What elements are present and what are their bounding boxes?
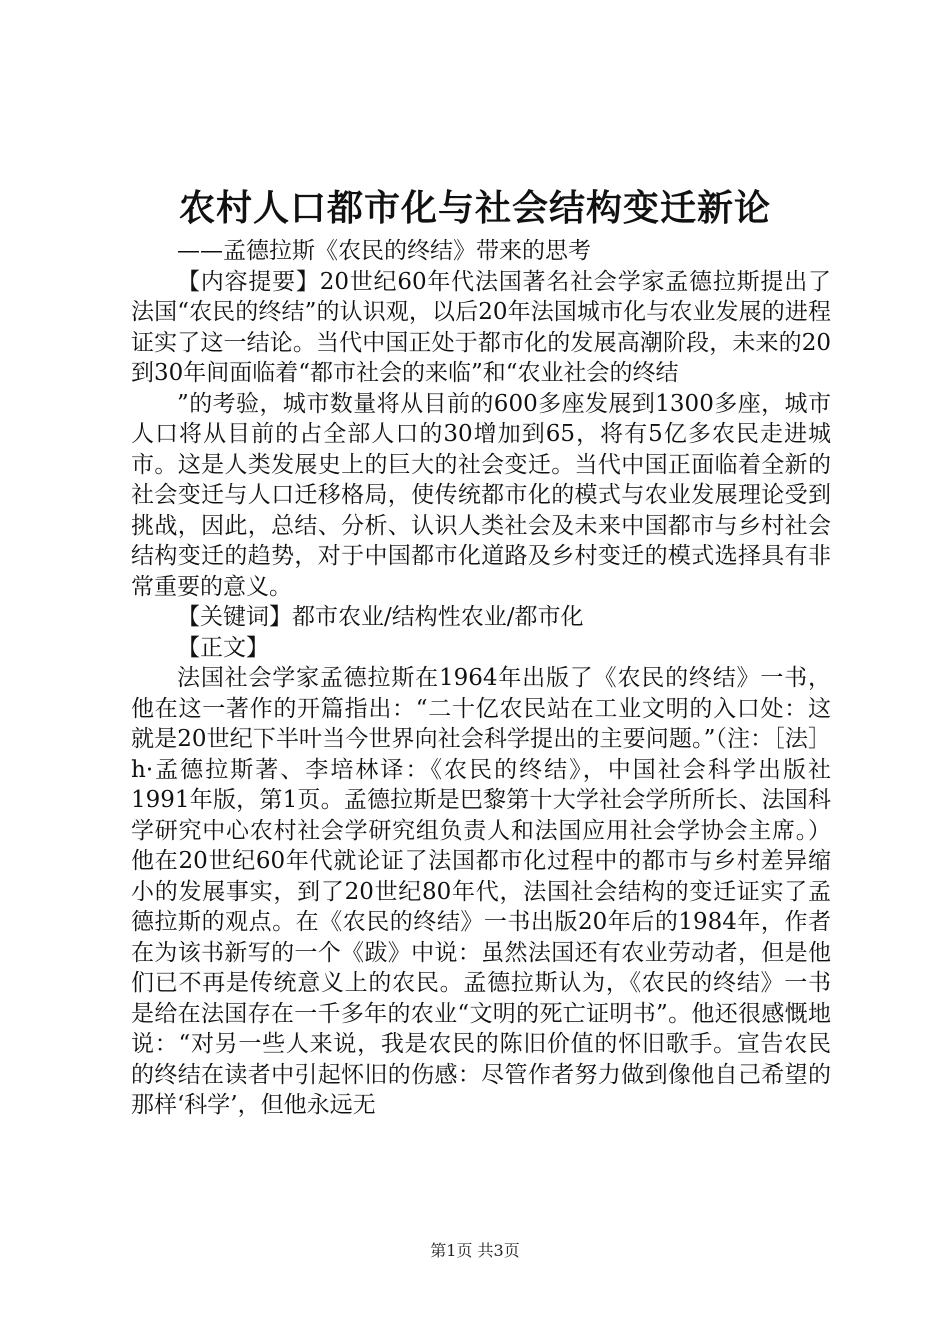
- page-footer: 第1页 共3页: [430, 1241, 520, 1260]
- document-body: [131, 236, 831, 1121]
- abstract-continuation: ”的考验，城市数量将从目前的600多座发展到1300多座，城市人口将从目前的占全部人口的30增加到65，将有5亿多农民走进城市。这是人类发展史上的巨大的社会变迁。当代中国正面临着全新的社会变迁与人口迁移格局，使传统都市化的模式与农业发展理论受到挑战，因此，总结、分析、认识人类社会及未来中国都市与乡村社会结构变迁的趋势，对于中国都市化道路及乡村变迁的模式选择具有非常重要的意义。: [131, 390, 831, 600]
- body-paragraph: 法国社会学家孟德拉斯在1964年出版了《农民的终结》一书，他在这一著作的开篇指出：“二十亿农民站在工业文明的入口处：这就是20世纪下半叶当今世界向社会科学提出的主要问题。”（注：［法］h·孟德拉斯著、李培林译：《农民的终结》，中国社会科学出版社1991年版，第1页。孟德拉斯是巴黎第十大学社会学所所长、法国科学研究中心农村社会学研究组负责人和法国应用社会学协会主席。）他在20世纪60年代就论证了法国都市化过程中的都市与乡村差异缩小的发展事实，到了20世纪80年代，法国社会结构的变迁证实了孟德拉斯的观点。在《农民的终结》一书出版20年后的1984年，作者在为该书新写的一个《跋》中说：虽然法国还有农业劳动者，但是他们已不再是传统意义上的农民。孟德拉斯认为，《农民的终结》一书是给在法国存在一千多年的农业“文明的死亡证明书”。他还很感慨地说：“对另一些人来说，我是农民的陈旧价值的怀旧歌手。宣告农民的终结在读者中引起怀旧的伤感：尽管作者努力做到像他自己希望的那样‘科学’，但他永远无: [131, 665, 831, 1118]
- document-subtitle: ——孟德拉斯《农民的终结》带来的思考: [177, 238, 591, 264]
- document-title: 农村人口都市化与社会结构变迁新论: [178, 187, 771, 229]
- body-heading: 【正文】: [177, 634, 269, 661]
- abstract-paragraph: 【内容提要】20世纪60年代法国著名社会学家孟德拉斯提出了法国“农民的终结”的认识观，以后20年法国城市化与农业发展的进程证实了这一结论。当代中国正处于都市化的发展高潮阶段，未来的20到30年间面临着“都市社会的来临”和“农业社会的终结: [131, 268, 831, 386]
- keywords-line: 【关键词】都市农业/结构性农业/都市化: [177, 604, 584, 630]
